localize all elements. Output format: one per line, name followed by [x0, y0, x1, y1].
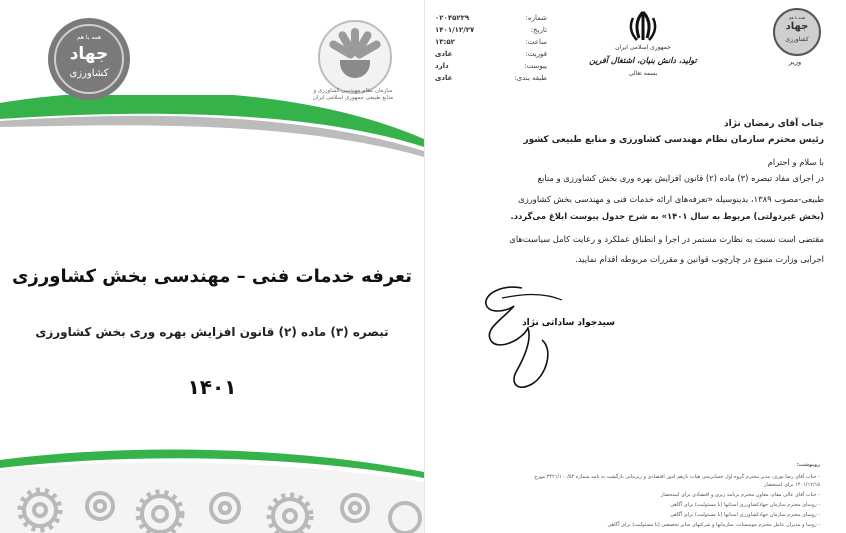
body-line-3: (بخش غیردولتی) مربوط به سال ۱۴۰۱» به شرح جدول پیوست ابلاغ می‌گردد. — [510, 211, 824, 221]
iran-emblem-icon — [625, 8, 661, 44]
body-line-1: در اجرای مفاد تبصره (۳) ماده (۲) قانون افزایش بهره وری بخش کشاورزی و منابع — [537, 173, 824, 183]
letter-meta — [435, 12, 547, 84]
meta-value: ۰۲۰۴۵۲۲۹ — [435, 14, 470, 22]
basmala: بسمه تعالی — [628, 70, 658, 77]
cc-label: رونوشت: — [796, 462, 820, 468]
top-wave — [0, 95, 424, 175]
cc-line-3: - جناب آقای عالی مقام، معاون محترم برنامه ریزی و اقتصادی برای استحضار — [660, 492, 820, 498]
meta-label: شماره: — [525, 14, 547, 22]
bottom-wave-gears — [0, 448, 424, 533]
logo-top-text: همه با هم — [788, 15, 806, 20]
signer-name: سیدجواد ساداتی نژاد — [522, 318, 615, 328]
cover-subtitle: تبصره (۳) ماده (۲) قانون افزایش بهره وری بخش کشاورزی — [35, 325, 389, 339]
logo-bottom-text: کشاورزی — [69, 68, 109, 79]
meta-value: ۱۴۰۱/۱۲/۲۷ — [435, 26, 475, 34]
cc-line-6: - روسا و مدیران عامل محترم موسسات، سازمانها و شرکتهای سایر تخصصی (با مسئولیت) برای آگاهی — [607, 522, 820, 528]
logo-main-text: جهاد — [785, 21, 809, 32]
emblem-caption: سازمان نظام مهندسی کشاورزی و منابع طبیعی جمهوری اسلامی ایران — [312, 88, 394, 101]
meta-label: ساعت: — [525, 38, 547, 46]
body-line-4: مقتضی است نسبت به نظارت مستمر در اجرا و انطباق عملکرد و رعایت کامل سیاست‌های — [509, 234, 824, 244]
logo-bottom-text: کشاورزی — [785, 36, 809, 43]
logo-main-text: جهاد — [69, 44, 109, 64]
meta-value: ۱۳:۵۲ — [435, 38, 455, 46]
meta-row-attachment — [435, 60, 547, 72]
meta-label: پیوست: — [524, 62, 547, 70]
engineering-organization-emblem — [318, 20, 392, 94]
cover-title: تعرفه خدمات فنی – مهندسی بخش کشاورزی — [12, 266, 412, 287]
meta-label: تاریخ: — [530, 26, 547, 34]
meta-row-classification — [435, 72, 547, 84]
minister-label: وزیر — [788, 58, 802, 66]
cc-line-5: - روسای محترم سازمان جهادکشاورزی استانها (با مسئولیت) برای آگاهی — [670, 512, 820, 518]
cover-year: ۱۴۰۱ — [187, 375, 237, 399]
meta-row-time — [435, 36, 547, 48]
greeting: با سلام و احترام — [767, 157, 824, 167]
cc-line-1: - جناب آقای رضا نوری، مدیر محترم گروه اول حسابرسی هیات بازهم امور اقتصادی و زیربنایی بازگشت به نامه شماره ۳۴۲۱/۱۰۰/۵۲ مورخ — [534, 474, 820, 480]
meta-label: فوریت: — [525, 50, 547, 58]
body-line-2: طبیعی-مصوب ۱۳۸۹، بدینوسیله «تعرفه‌های ارائه خدمات فنی و مهندسی بخش کشاورزی — [518, 194, 824, 204]
meta-value: دارد — [435, 62, 449, 70]
meta-row-date — [435, 24, 547, 36]
republic-caption: جمهوری اسلامی ایران — [615, 44, 671, 51]
meta-row-urgency — [435, 48, 547, 60]
recipient-title: رئیس محترم سازمان نظام مهندسی کشاورزی و منابع طبیعی کشور — [523, 135, 824, 145]
official-letter — [427, 0, 846, 533]
body-line-5: اجرایی وزارت متبوع در چارچوب قوانین و مقررات مربوطه اقدام نمایید. — [575, 254, 824, 264]
jahad-keshavarzi-logo-small — [773, 8, 821, 56]
recipient-name: جناب آقای رمضان نژاد — [724, 119, 824, 129]
meta-value: عادی — [435, 74, 453, 82]
meta-row-number — [435, 12, 547, 24]
cc-line-4: - روسای محترم سازمان جهادکشاورزی استانها (با مسئولیت) برای آگاهی — [670, 502, 820, 508]
cc-line-2: ۱۴۰۱/۱۲/۱۵ برای استحضار — [763, 482, 820, 488]
handwritten-signature — [462, 280, 602, 400]
logo-top-text: همه با هم — [76, 34, 102, 41]
meta-label: طبقه بندی: — [514, 74, 547, 82]
jahad-keshavarzi-logo — [48, 18, 130, 100]
motto-caption: تولید، دانش بنیان، اشتغال آفرین — [589, 56, 697, 65]
meta-value: عادی — [435, 50, 453, 58]
